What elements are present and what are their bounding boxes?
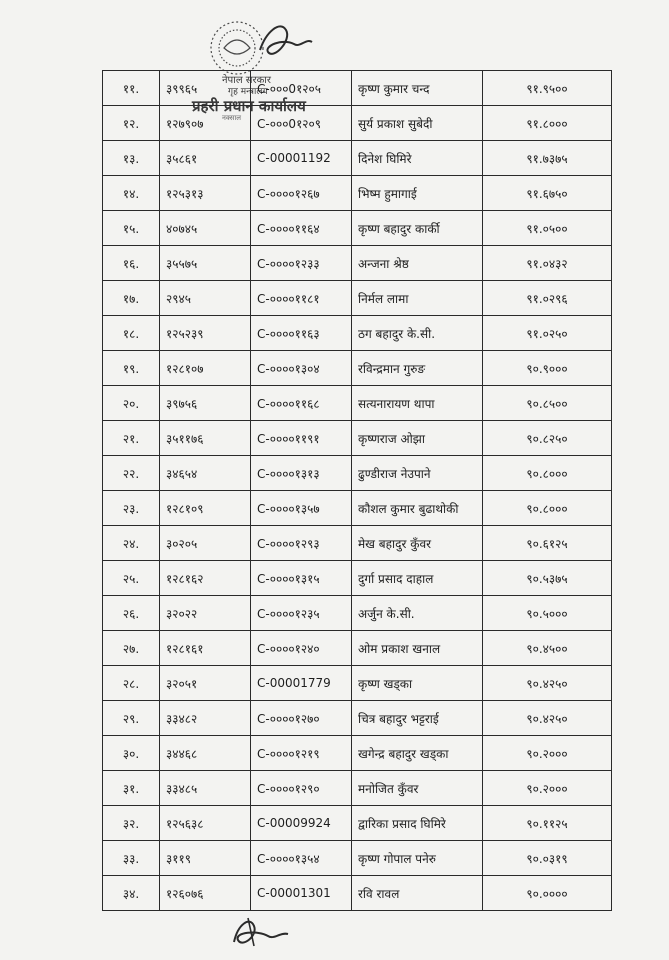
candidate-name-cell: निर्मल लामा <box>352 281 483 316</box>
serial-number-cell: १७. <box>103 281 160 316</box>
candidate-name-cell: सत्यनारायण थापा <box>352 386 483 421</box>
table-row <box>103 211 612 246</box>
score-cell: ९०.६१२५ <box>483 526 612 561</box>
table-row <box>103 631 612 666</box>
table-row <box>103 491 612 526</box>
serial-number-cell: २८. <box>103 666 160 701</box>
table-row <box>103 421 612 456</box>
serial-number-cell: १६. <box>103 246 160 281</box>
serial-number-cell: ३०. <box>103 736 160 771</box>
score-cell: ९१.६७५० <box>483 176 612 211</box>
registration-number-cell: C-००००११६३ <box>251 316 352 351</box>
symbol-number-cell: ३५८६१ <box>160 141 251 176</box>
candidate-name-cell: चित्र बहादुर भट्टराई <box>352 701 483 736</box>
symbol-number-cell: ३४६५४ <box>160 456 251 491</box>
registration-number-cell: C-00001779 <box>251 666 352 701</box>
serial-number-cell: २६. <box>103 596 160 631</box>
candidate-name-cell: अर्जुन के.सी. <box>352 596 483 631</box>
registration-number-cell: C-००००१३१३ <box>251 456 352 491</box>
table-row <box>103 281 612 316</box>
serial-number-cell: १९. <box>103 351 160 386</box>
score-cell: ९१.०५०० <box>483 211 612 246</box>
registration-number-cell: C-००००१२९० <box>251 771 352 806</box>
symbol-number-cell: ३२०५१ <box>160 666 251 701</box>
serial-number-cell: ३२. <box>103 806 160 841</box>
candidate-name-cell: रवि रावल <box>352 876 483 911</box>
table-row <box>103 106 612 141</box>
candidate-name-cell: ठग बहादुर के.सी. <box>352 316 483 351</box>
candidate-name-cell: मनोजित कुँवर <box>352 771 483 806</box>
serial-number-cell: ११. <box>103 71 160 106</box>
symbol-number-cell: १२५३१३ <box>160 176 251 211</box>
candidate-name-cell: रविन्द्रमान गुरुङ <box>352 351 483 386</box>
score-cell: ९०.०००० <box>483 876 612 911</box>
symbol-number-cell: १२८१०९ <box>160 491 251 526</box>
table-row <box>103 736 612 771</box>
candidate-name-cell: दिनेश घिमिरे <box>352 141 483 176</box>
score-cell: ९१.०२९६ <box>483 281 612 316</box>
candidate-name-cell: सुर्य प्रकाश सुबेदी <box>352 106 483 141</box>
registration-number-cell: C-00009924 <box>251 806 352 841</box>
serial-number-cell: २५. <box>103 561 160 596</box>
candidate-name-cell: द्वारिका प्रसाद घिमिरे <box>352 806 483 841</box>
score-cell: ९१.७३७५ <box>483 141 612 176</box>
score-cell: ९०.०३१९ <box>483 841 612 876</box>
score-cell: ९०.४२५० <box>483 666 612 701</box>
score-cell: ९०.९००० <box>483 351 612 386</box>
candidate-name-cell: कौशल कुमार बुढाथोकी <box>352 491 483 526</box>
registration-number-cell: C-०००0१२०५ <box>251 71 352 106</box>
registration-number-cell: C-००००१३१५ <box>251 561 352 596</box>
seal-line-4: नक्साल <box>222 114 241 122</box>
serial-number-cell: १८. <box>103 316 160 351</box>
registration-number-cell: C-00001301 <box>251 876 352 911</box>
table-row <box>103 561 612 596</box>
serial-number-cell: २३. <box>103 491 160 526</box>
registration-number-cell: C-००००१२७० <box>251 701 352 736</box>
serial-number-cell: १५. <box>103 211 160 246</box>
registration-number-cell: C-00001192 <box>251 141 352 176</box>
symbol-number-cell: १२६०७६ <box>160 876 251 911</box>
candidate-name-cell: कृष्ण खड्का <box>352 666 483 701</box>
symbol-number-cell: ४०७४५ <box>160 211 251 246</box>
table-row <box>103 71 612 106</box>
table-row <box>103 701 612 736</box>
registration-number-cell: C-००००११९१ <box>251 421 352 456</box>
table-row <box>103 526 612 561</box>
score-cell: ९०.४५०० <box>483 631 612 666</box>
serial-number-cell: २७. <box>103 631 160 666</box>
score-cell: ९१.९५०० <box>483 71 612 106</box>
score-cell: ९०.८२५० <box>483 421 612 456</box>
serial-number-cell: २०. <box>103 386 160 421</box>
signature-mark <box>260 26 312 53</box>
registration-number-cell: C-००००११६४ <box>251 211 352 246</box>
candidate-name-cell: कृष्ण गोपाल पनेरु <box>352 841 483 876</box>
symbol-number-cell: १२७९०७ <box>160 106 251 141</box>
serial-number-cell: २४. <box>103 526 160 561</box>
table-row <box>103 316 612 351</box>
candidate-name-cell: कृष्ण बहादुर कार्की <box>352 211 483 246</box>
registration-number-cell: C-००००१३०४ <box>251 351 352 386</box>
symbol-number-cell: ३४४६८ <box>160 736 251 771</box>
table-row <box>103 386 612 421</box>
serial-number-cell: २९. <box>103 701 160 736</box>
serial-number-cell: २१. <box>103 421 160 456</box>
symbol-number-cell: ३५११७६ <box>160 421 251 456</box>
symbol-number-cell: ३३४८२ <box>160 701 251 736</box>
registration-number-cell: C-००००१३५७ <box>251 491 352 526</box>
symbol-number-cell: १२८१०७ <box>160 351 251 386</box>
serial-number-cell: २२. <box>103 456 160 491</box>
score-cell: ९०.२००० <box>483 736 612 771</box>
symbol-number-cell: १२५२३९ <box>160 316 251 351</box>
serial-number-cell: ३४. <box>103 876 160 911</box>
serial-number-cell: १४. <box>103 176 160 211</box>
symbol-number-cell: ३९७५६ <box>160 386 251 421</box>
seal-line-2: गृह मन्त्रालय <box>228 87 268 97</box>
symbol-number-cell: ३३४८५ <box>160 771 251 806</box>
score-cell: ९०.८५०० <box>483 386 612 421</box>
symbol-number-cell: २९४५ <box>160 281 251 316</box>
registration-number-cell: C-००००१२१९ <box>251 736 352 771</box>
registration-number-cell: C-०००0१२०९ <box>251 106 352 141</box>
registration-number-cell: C-००००१२६७ <box>251 176 352 211</box>
score-cell: ९०.११२५ <box>483 806 612 841</box>
table-row <box>103 771 612 806</box>
registration-number-cell: C-००००११६८ <box>251 386 352 421</box>
score-cell: ९१.८००० <box>483 106 612 141</box>
symbol-number-cell: ३९९६५ <box>160 71 251 106</box>
table-row <box>103 246 612 281</box>
registration-number-cell: C-००००१२३३ <box>251 246 352 281</box>
symbol-number-cell: ३२०२२ <box>160 596 251 631</box>
symbol-number-cell: ३५५७५ <box>160 246 251 281</box>
registration-number-cell: C-००००१२३५ <box>251 596 352 631</box>
candidate-name-cell: अन्जना श्रेष्ठ <box>352 246 483 281</box>
seal-emblem-icon <box>182 8 332 78</box>
symbol-number-cell: ३११९ <box>160 841 251 876</box>
score-cell: ९०.५००० <box>483 596 612 631</box>
symbol-number-cell: ३०२०५ <box>160 526 251 561</box>
candidate-table <box>102 70 612 911</box>
candidate-name-cell: दुर्गा प्रसाद दाहाल <box>352 561 483 596</box>
candidate-name-cell: भिष्म हुमागाई <box>352 176 483 211</box>
score-cell: ९०.८००० <box>483 456 612 491</box>
registration-number-cell: C-००००१३५४ <box>251 841 352 876</box>
score-cell: ९०.४२५० <box>483 701 612 736</box>
candidate-name-cell: मेख बहादुर कुँवर <box>352 526 483 561</box>
registration-number-cell: C-००००१२९३ <box>251 526 352 561</box>
table-row <box>103 841 612 876</box>
candidate-name-cell: कृष्ण कुमार चन्द <box>352 71 483 106</box>
table-row <box>103 351 612 386</box>
serial-number-cell: ३१. <box>103 771 160 806</box>
symbol-number-cell: १२८१६२ <box>160 561 251 596</box>
score-cell: ९०.२००० <box>483 771 612 806</box>
candidate-name-cell: खगेन्द्र बहादुर खड्का <box>352 736 483 771</box>
serial-number-cell: १२. <box>103 106 160 141</box>
symbol-number-cell: १२५६३८ <box>160 806 251 841</box>
score-cell: ९०.५३७५ <box>483 561 612 596</box>
candidate-name-cell: ओम प्रकाश खनाल <box>352 631 483 666</box>
table-row <box>103 876 612 911</box>
table-row <box>103 141 612 176</box>
table-row <box>103 456 612 491</box>
candidate-name-cell: ढुण्डीराज नेउपाने <box>352 456 483 491</box>
candidate-name-cell: कृष्णराज ओझा <box>352 421 483 456</box>
registration-number-cell: C-००००१२४० <box>251 631 352 666</box>
score-cell: ९०.८००० <box>483 491 612 526</box>
serial-number-cell: १३. <box>103 141 160 176</box>
registration-number-cell: C-००००११८१ <box>251 281 352 316</box>
table-row <box>103 176 612 211</box>
table-row <box>103 806 612 841</box>
score-cell: ९१.०४३२ <box>483 246 612 281</box>
symbol-number-cell: १२८१६१ <box>160 631 251 666</box>
seal-line-1: नेपाल सरकार <box>222 75 271 86</box>
table-row <box>103 596 612 631</box>
footer-signature <box>228 912 298 952</box>
seal-line-3: प्रहरी प्रधान कार्यालय <box>192 97 306 115</box>
score-cell: ९१.०२५० <box>483 316 612 351</box>
table-row <box>103 666 612 701</box>
serial-number-cell: ३३. <box>103 841 160 876</box>
